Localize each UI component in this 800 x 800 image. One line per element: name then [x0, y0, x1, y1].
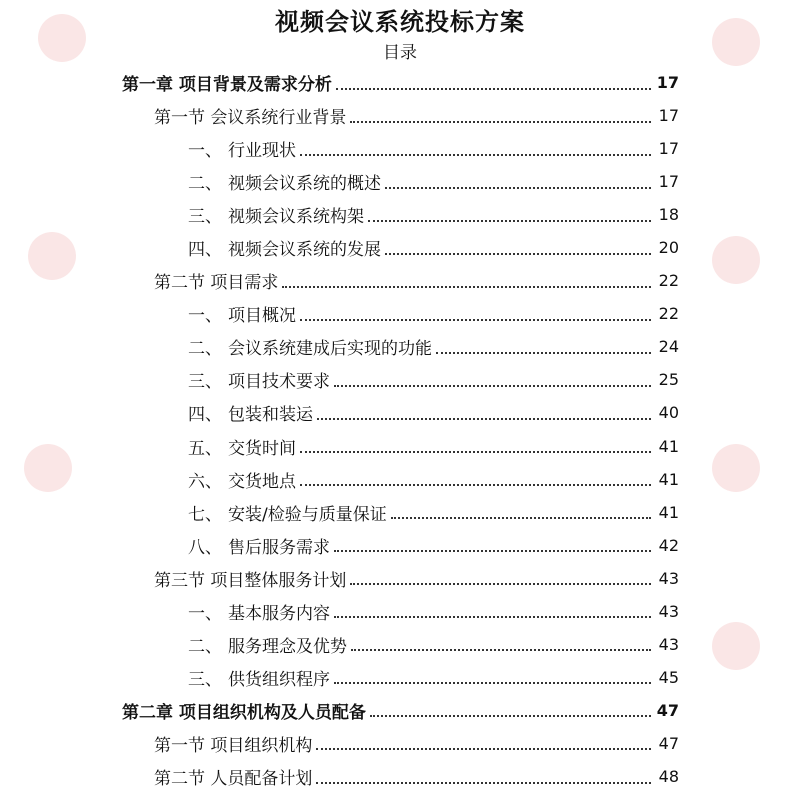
dot-leader [385, 173, 651, 189]
toc-page-number: 17 [656, 73, 679, 93]
toc-item-number: 五、 [188, 438, 222, 459]
dot-leader [300, 305, 651, 321]
toc-item-row[interactable] [0, 529, 800, 562]
toc-entry-label: 第二节 人员配备计划 [154, 769, 313, 789]
toc-entry-label: 第一章 项目背景及需求分析 [122, 75, 332, 96]
dot-leader [300, 470, 651, 486]
toc-page-number: 43 [658, 601, 679, 621]
toc-item-number: 六、 [188, 471, 222, 492]
toc-entry-label: 视频会议系统的概述 [228, 174, 381, 195]
toc-page-number: 41 [658, 436, 679, 456]
toc-page-number: 17 [658, 106, 679, 126]
toc-item-row[interactable] [0, 231, 800, 264]
toc-page-number: 25 [658, 370, 679, 390]
toc-entry-label: 包装和装运 [228, 405, 313, 426]
toc-item-number: 二、 [188, 636, 222, 657]
dot-leader [300, 140, 651, 156]
dot-leader [334, 602, 651, 618]
toc-item-row[interactable] [0, 628, 800, 661]
toc-page-number: 43 [658, 634, 679, 654]
dot-leader [282, 272, 651, 288]
dot-leader [316, 768, 651, 784]
toc-item-row[interactable] [0, 297, 800, 330]
toc-item-row[interactable] [0, 363, 800, 396]
toc-page-number: 41 [658, 502, 679, 522]
toc-item-number: 三、 [188, 372, 222, 393]
dot-leader [385, 239, 651, 255]
document-title: 视频会议系统投标方案 [275, 7, 525, 36]
toc-entry-label: 第一节 项目组织机构 [154, 735, 313, 756]
dot-leader [436, 338, 651, 354]
toc-item-row[interactable] [0, 430, 800, 463]
toc-item-number: 四、 [188, 405, 222, 426]
toc-entry-label: 服务理念及优势 [228, 636, 347, 657]
dot-leader [334, 371, 651, 387]
dot-leader [350, 107, 651, 123]
toc-page-number: 47 [656, 700, 679, 720]
toc-page-number: 17 [658, 172, 679, 192]
toc-page-number: 22 [658, 304, 679, 324]
dot-leader [391, 503, 651, 519]
toc-item-row[interactable] [0, 330, 800, 363]
toc-item-number: 二、 [188, 174, 222, 195]
toc-entry-label: 视频会议系统的发展 [228, 240, 381, 261]
table-of-contents [0, 66, 800, 793]
toc-page-number: 48 [658, 767, 679, 786]
toc-chapter-row[interactable] [0, 694, 800, 727]
toc-section-row[interactable] [0, 760, 800, 793]
toc-section-row[interactable] [0, 727, 800, 760]
dot-leader [316, 734, 651, 750]
toc-page-number: 42 [658, 535, 679, 555]
toc-item-number: 三、 [188, 669, 222, 690]
toc-page-number: 43 [658, 568, 679, 588]
toc-item-number: 一、 [188, 306, 222, 327]
toc-item-row[interactable] [0, 463, 800, 496]
toc-page-number: 17 [658, 139, 679, 159]
toc-item-number: 七、 [188, 504, 222, 525]
toc-item-row[interactable] [0, 165, 800, 198]
dot-leader [351, 635, 651, 651]
toc-page-number: 40 [658, 403, 679, 423]
toc-entry-label: 安装/检验与质量保证 [228, 504, 387, 525]
toc-entry-label: 交货地点 [228, 471, 296, 492]
toc-page-number: 41 [658, 469, 679, 489]
toc-item-row[interactable] [0, 132, 800, 165]
toc-entry-label: 第二章 项目组织机构及人员配备 [122, 702, 366, 723]
toc-item-number: 八、 [188, 537, 222, 558]
toc-item-row[interactable] [0, 396, 800, 429]
dot-leader [300, 437, 651, 453]
toc-section-row[interactable] [0, 99, 800, 132]
toc-entry-label: 项目概况 [228, 306, 296, 327]
toc-chapter-row[interactable] [0, 66, 800, 99]
toc-entry-label: 项目技术要求 [228, 372, 330, 393]
toc-page-number: 20 [658, 238, 679, 258]
toc-page-number: 18 [658, 205, 679, 225]
toc-page-number: 22 [658, 271, 679, 291]
toc-section-row[interactable] [0, 264, 800, 297]
toc-item-number: 三、 [188, 207, 222, 228]
dot-leader [368, 206, 651, 222]
dot-leader [350, 569, 651, 585]
toc-page-number: 45 [658, 667, 679, 687]
dot-leader [334, 536, 651, 552]
toc-page-number: 24 [658, 337, 679, 357]
toc-entry-label: 售后服务需求 [228, 537, 330, 558]
toc-entry-label: 交货时间 [228, 438, 296, 459]
toc-item-row[interactable] [0, 496, 800, 529]
dot-leader [317, 404, 651, 420]
toc-item-number: 四、 [188, 240, 222, 261]
toc-entry-label: 会议系统建成后实现的功能 [228, 339, 432, 360]
dot-leader [334, 668, 651, 684]
toc-entry-label: 行业现状 [228, 141, 296, 162]
toc-item-number: 二、 [188, 339, 222, 360]
toc-entry-label: 基本服务内容 [228, 603, 330, 624]
toc-heading: 目录 [383, 43, 417, 63]
toc-item-row[interactable] [0, 661, 800, 694]
toc-entry-label: 第三节 项目整体服务计划 [154, 570, 347, 591]
toc-entry-label: 第二节 项目需求 [154, 273, 279, 294]
toc-entry-label: 供货组织程序 [228, 669, 330, 690]
toc-item-row[interactable] [0, 595, 800, 628]
toc-section-row[interactable] [0, 562, 800, 595]
toc-page-number: 47 [658, 733, 679, 753]
toc-item-number: 一、 [188, 141, 222, 162]
toc-item-row[interactable] [0, 198, 800, 231]
dot-leader [336, 74, 651, 90]
toc-item-number: 一、 [188, 603, 222, 624]
dot-leader [370, 701, 651, 717]
toc-entry-label: 视频会议系统构架 [228, 207, 364, 228]
toc-entry-label: 第一节 会议系统行业背景 [154, 108, 347, 129]
